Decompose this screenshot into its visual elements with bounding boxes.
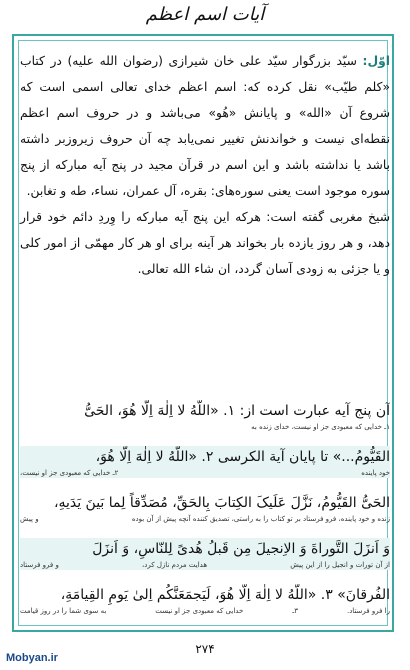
translation-segment: ۲ـ خدایی که معبودی جز او نیست،: [20, 469, 119, 477]
verse-line-5-block: [20, 584, 390, 616]
translation-line: [20, 422, 390, 432]
paragraph-2: شیخ مغربی گفته است: هرکه این پنج آیه مبارکه را وِردِ دائم خود قرار دهد، و هر روز یازده بار بخواند هر آینه برای او هر کار مهمّی از امور کلی و یا جزئی به زودی آسان گردد، ان شاء الله تعالی.: [20, 210, 390, 276]
translation-segment: و پیش: [20, 515, 39, 523]
verse-line-3-block: [20, 492, 390, 524]
paragraph-1: سیّد بزرگوار سیّد علی خان شیرازی (رضوان الله علیه) در کتاب «کلم طیّب» نقل کرده که: اسم اعظم خدای تعالی اسمی است که شروع آن «الله» و پایانش «هُو» می‌باشد و در حروف اسم اعظم نقطه‌ای نیست و خواندنش تغییر نمی‌یابد چه آن حروف زیروزبر داشته باشد یا نداشته باشد و این اسم در قرآن مجید در پنج آیه مبارکه از پنج سوره موجود است یعنی سوره‌های: بقره، آل عمران، نساء، طه و تغابن.: [20, 54, 390, 198]
page-number: ۲۷۴: [195, 642, 215, 656]
translation-segment: خدایی که معبودی جز او نیست: [155, 607, 244, 615]
translation-segment: به سوی شما را در روز قیامت: [20, 607, 107, 615]
verse-line-4-block: [20, 538, 390, 570]
verse-line-2-block: [20, 446, 390, 478]
translation-segment: ۳ـ: [292, 607, 299, 615]
verse-line: وَ اَنزَلَ التَّوراةَ وَ الاِنجیلَ مِن قَبلُ هُدیً لِلنّاسِ، وَ اَنزَلَ: [92, 541, 390, 557]
translation-segment: هدایت مردم نازل کرد،: [142, 561, 208, 569]
verse-line: الفُرقانَ» ۳. «اللَّهُ لا اِلٰهَ اِلّا هُوَ، لَیَجمَعَنَّکُم اِلیٰ یَومِ القِیامَةِ،: [60, 587, 390, 603]
translation-line: [20, 606, 390, 616]
section-lead: اوّل:: [362, 54, 390, 68]
site-watermark[interactable]: Mobyan.ir: [6, 652, 58, 664]
verse-line: الحَیُّ القَیُّومُ، نَزَّلَ عَلَیکَ الکِتابَ بِالحَقِّ، مُصَدِّقاً لِما بَینَ یَدَیهِ،: [53, 495, 390, 511]
translation-segment: و فرو فرستاد: [20, 561, 59, 569]
translation-segment: زنده و خود پاینده، فرو فرستاد بر تو کتاب را به راستی، تصدیق کننده آنچه پیش از آن بوده: [131, 515, 390, 523]
translation-segment: خود پاینده: [361, 469, 390, 477]
verse-line-1-block: [20, 400, 390, 432]
translation-line: [20, 468, 390, 478]
intro-text: [20, 48, 390, 282]
translation-line: [20, 560, 390, 570]
verse-line: آن پنج آیه عبارت است از: ۱. «اللَّهُ لا اِلٰهَ اِلّا هُوَ، الحَیُّ: [84, 403, 390, 419]
translation-segment: ۱ـ خدایی که معبودی جز او نیست، خدای زنده به: [251, 423, 390, 431]
translation-segment: را فرو فرستاد.: [346, 607, 390, 615]
translation-segment: از آن تورات و انجیل را از این پیش: [290, 561, 390, 569]
translation-line: [20, 514, 390, 524]
verse-line: القَیُّومُ...» تا پایان آیة الکرسی ۲. «اللَّهُ لا اِلٰهَ اِلّا هُوَ،: [95, 449, 390, 465]
page-title: آیات اسم اعظم: [145, 4, 265, 25]
